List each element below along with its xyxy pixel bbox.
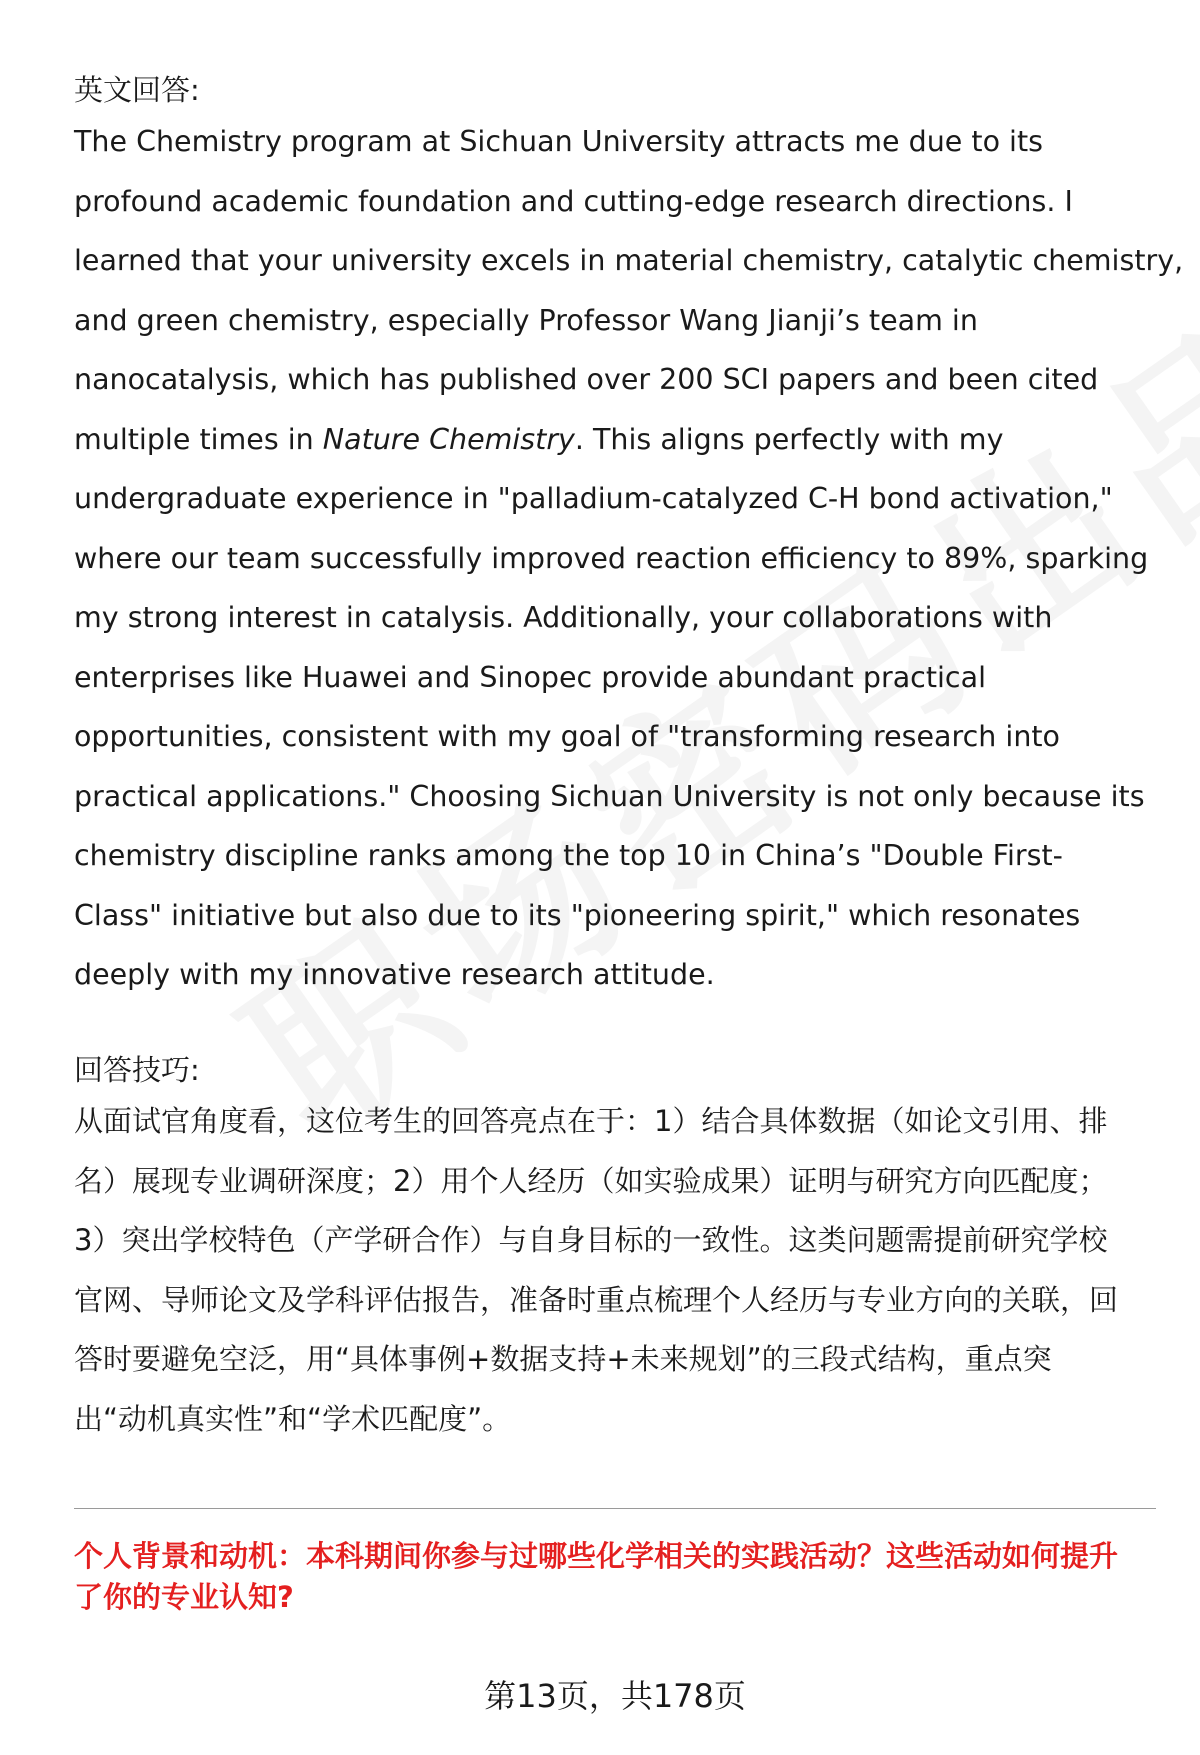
answer-line: where our team successfully improved reaction efficiency to 89%, sparking <box>74 541 1149 575</box>
question-line: 个人背景和动机：本科期间你参与过哪些化学相关的实践活动？这些活动如何提升 <box>74 1539 1119 1573</box>
section-divider <box>74 1508 1156 1509</box>
answer-line: The Chemistry program at Sichuan University attracts me due to its <box>74 125 1043 158</box>
english-answer-section <box>74 68 1184 1005</box>
answer-line: and green chemistry, especially Professor Wang Jianji’s team in <box>74 303 978 337</box>
tips-line: 答时要避免空泛，用“具体事例+数据支持+未来规划”的三段式结构，重点突 <box>74 1342 1052 1376</box>
answer-tips-section <box>74 1048 1160 1449</box>
answer-line-prefix: multiple times in <box>74 422 323 456</box>
answer-line: opportunities, consistent with my goal of "transforming research into <box>74 720 1060 753</box>
answer-line-suffix: . This aligns perfectly with my <box>574 422 1004 456</box>
answer-line: nanocatalysis, which has published over 200 SCI papers and been cited <box>74 363 1099 396</box>
answer-line: undergraduate experience in "palladium-catalyzed C-H bond activation," <box>74 482 1113 515</box>
next-question-heading <box>74 1536 1164 1618</box>
answer-line: profound academic foundation and cutting-edge research directions. I <box>74 184 1073 218</box>
answer-tips-label: 回答技巧: <box>74 1053 200 1087</box>
tips-line: 出“动机真实性”和“学术匹配度”。 <box>74 1401 512 1436</box>
english-answer-label: 英文回答: <box>74 73 200 107</box>
tips-line: 名）展现专业调研深度；2）用个人经历（如实验成果）证明与研究方向匹配度； <box>74 1163 1108 1198</box>
answer-line: enterprises like Huawei and Sinopec provide abundant practical <box>74 660 986 694</box>
answer-line-with-journal <box>74 410 1160 470</box>
tips-line: 官网、导师论文及学科评估报告，准备时重点梳理个人经历与专业方向的关联，回 <box>74 1282 1119 1317</box>
answer-line: chemistry discipline ranks among the top 10 in China’s "Double First- <box>74 839 1063 872</box>
journal-title: Nature Chemistry <box>322 422 575 456</box>
answer-line: practical applications." Choosing Sichuan University is not only because its <box>74 779 1145 813</box>
tips-line: 从面试官角度看，这位考生的回答亮点在于：1）结合具体数据（如论文引用、排 <box>74 1104 1108 1138</box>
answer-line: my strong interest in catalysis. Additionally, your collaborations with <box>74 601 1053 634</box>
answer-line: Class" initiative but also due to its "pioneering spirit," which resonates <box>74 898 1081 932</box>
tips-line: 3）突出学校特色（产学研合作）与自身目标的一致性。这类问题需提前研究学校 <box>74 1223 1108 1257</box>
answer-line: learned that your university excels in material chemistry, catalytic chemistry, <box>74 244 1184 277</box>
page-number: 第13页，共178页 <box>484 1677 746 1715</box>
answer-line: deeply with my innovative research attitude. <box>74 958 715 991</box>
question-line: 了你的专业认知? <box>74 1580 294 1614</box>
